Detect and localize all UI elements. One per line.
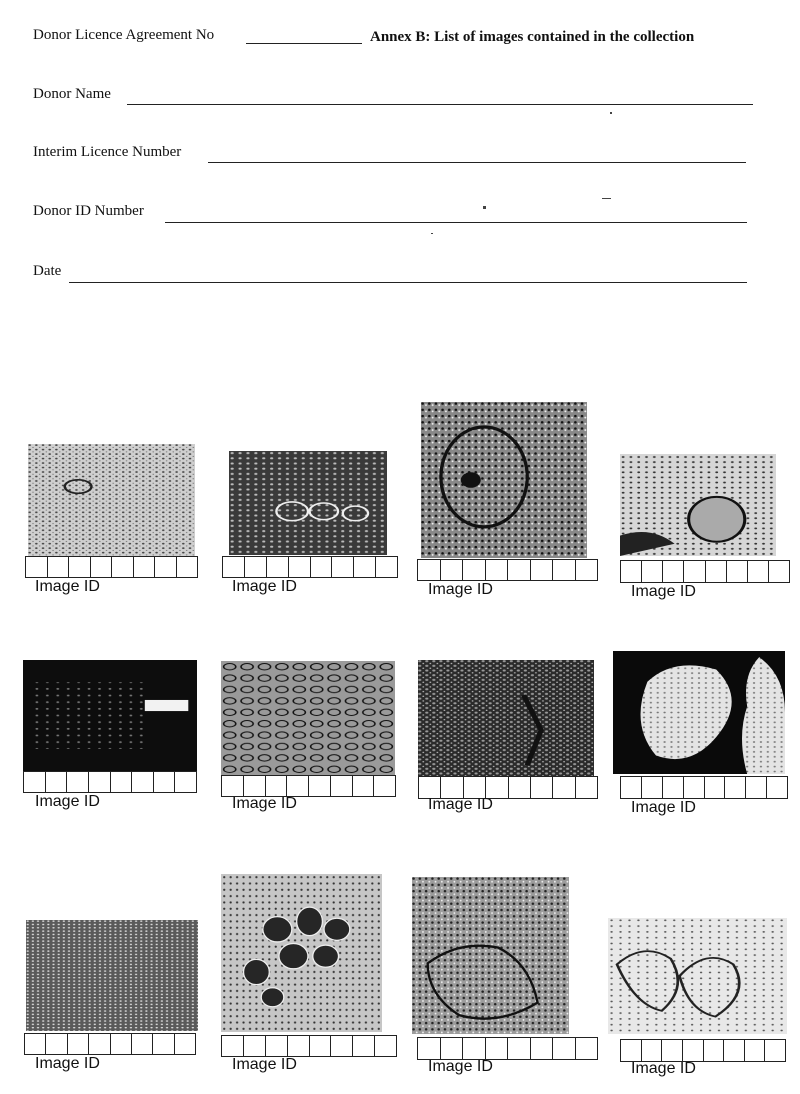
donor-id-number-label: Donor ID Number xyxy=(33,203,144,219)
image-id-boxes[interactable] xyxy=(221,775,396,797)
image-id-label: Image ID xyxy=(631,799,696,816)
image-id-label: Image ID xyxy=(232,578,297,595)
image-id-boxes[interactable] xyxy=(221,1035,397,1057)
image-id-label: Image ID xyxy=(428,1058,493,1075)
date-line[interactable] xyxy=(69,282,747,283)
image-id-label: Image ID xyxy=(428,796,493,813)
image-id-label: Image ID xyxy=(428,581,493,598)
agreement-number-label: Donor Licence Agreement No xyxy=(33,27,215,43)
micrograph-image xyxy=(23,660,197,771)
micrograph-image xyxy=(418,660,594,777)
interim-licence-number-label: Interim Licence Number xyxy=(33,144,182,160)
image-id-label: Image ID xyxy=(232,1056,297,1073)
image-id-boxes[interactable] xyxy=(222,556,398,578)
image-id-boxes[interactable] xyxy=(24,1033,196,1055)
image-id-boxes[interactable] xyxy=(417,559,598,581)
image-id-boxes[interactable] xyxy=(417,1037,598,1060)
micrograph-image xyxy=(613,651,785,774)
micrograph-image xyxy=(221,661,395,775)
image-id-boxes[interactable] xyxy=(23,771,197,793)
image-id-label: Image ID xyxy=(35,1055,100,1072)
donor-name-label: Donor Name xyxy=(33,86,111,102)
donor-name-line[interactable] xyxy=(127,104,753,105)
image-id-label: Image ID xyxy=(631,1060,696,1077)
micrograph-image xyxy=(229,451,387,555)
scan-speck xyxy=(483,206,486,209)
micrograph-image xyxy=(421,402,587,558)
image-id-label: Image ID xyxy=(631,583,696,600)
image-id-boxes[interactable] xyxy=(620,1039,786,1062)
micrograph-image xyxy=(412,877,569,1034)
interim-licence-number-line[interactable] xyxy=(208,162,746,163)
donor-id-number-line[interactable] xyxy=(165,222,747,223)
date-label: Date xyxy=(33,263,62,279)
scan-speck xyxy=(431,233,433,234)
scan-speck xyxy=(610,112,612,114)
image-id-label: Image ID xyxy=(35,578,100,595)
image-id-boxes[interactable] xyxy=(620,776,788,799)
micrograph-image xyxy=(26,920,198,1031)
annex-title: Annex B: List of images contained in the collection xyxy=(370,29,695,45)
image-id-boxes[interactable] xyxy=(620,560,790,583)
micrograph-image xyxy=(608,918,787,1034)
micrograph-image xyxy=(28,444,195,556)
agreement-number-line[interactable] xyxy=(246,43,362,44)
image-id-boxes[interactable] xyxy=(25,556,198,578)
image-id-label: Image ID xyxy=(35,793,100,810)
micrograph-image xyxy=(620,454,776,556)
scan-speck xyxy=(602,198,611,199)
image-id-label: Image ID xyxy=(232,795,297,812)
micrograph-image xyxy=(221,874,382,1032)
